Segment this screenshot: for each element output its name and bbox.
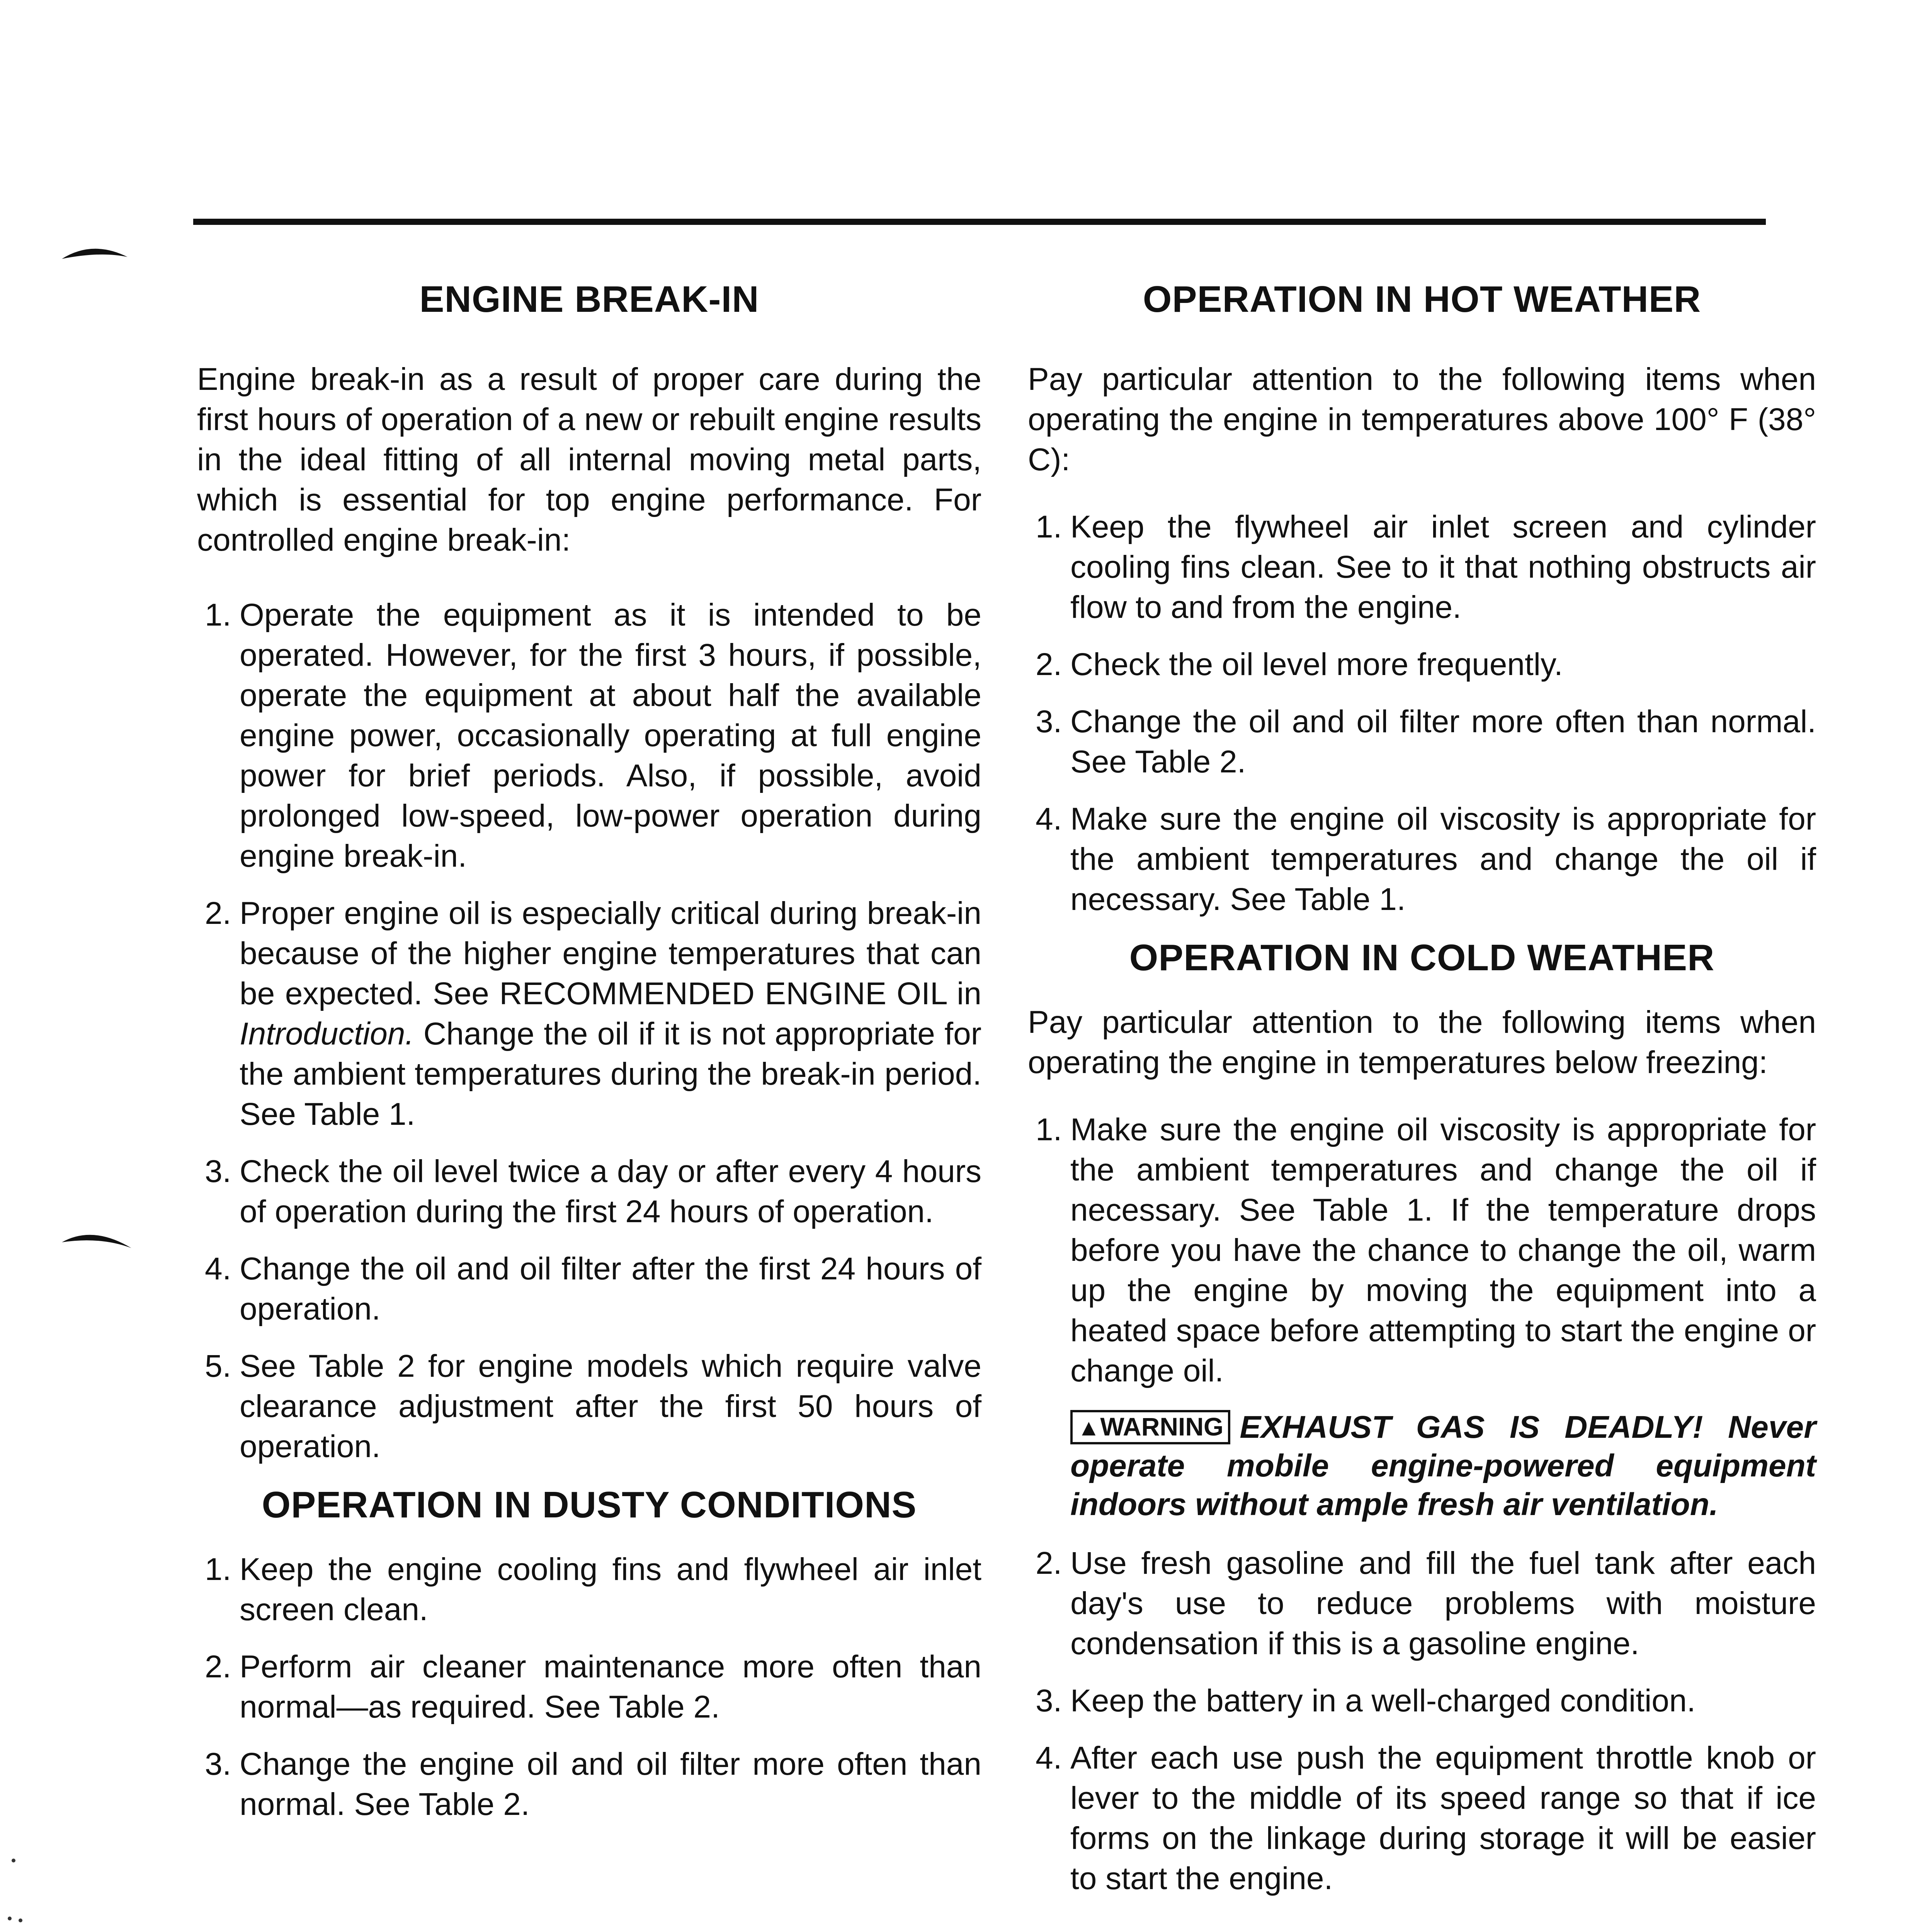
left-column (197, 247, 981, 1842)
item-number: 1. (205, 1552, 231, 1587)
item-number: 3. (1036, 704, 1062, 739)
item-text: Keep the battery in a well-charged condition. (1070, 1683, 1696, 1718)
list-item (197, 1744, 981, 1825)
cold-weather-intro: Pay particular attention to the following items when operating the engine in temperatures below freezing: (1028, 1005, 1816, 1080)
item-number: 2. (1036, 1546, 1062, 1581)
warning-triangle-icon: ▲ (1077, 1415, 1100, 1440)
item-text: Make sure the engine oil viscosity is appropriate for the ambient temperatures and change the oil if necessary. See Table 1. (1070, 801, 1816, 917)
dusty-conditions-list (197, 1549, 981, 1825)
list-item (1028, 1738, 1816, 1899)
list-item (1028, 1543, 1816, 1664)
item-text: Use fresh gasoline and fill the fuel tank after each day's use to reduce problems with moisture condensation if this is a gasoline engine. (1070, 1546, 1816, 1661)
item-text: Change the oil and oil filter more often than normal. See Table 2. (1070, 704, 1816, 779)
top-rule (193, 219, 1766, 225)
hot-weather-heading: OPERATION IN HOT WEATHER (1143, 279, 1701, 320)
warning-badge (1070, 1410, 1230, 1444)
hot-weather-list (1028, 507, 1816, 920)
list-item (1028, 645, 1816, 685)
item-number: 2. (1036, 647, 1062, 682)
right-column (1028, 247, 1816, 1916)
list-item (1028, 799, 1816, 920)
exhaust-warning (1028, 1408, 1816, 1524)
item-text: Perform air cleaner maintenance more often than normal—as required. See Table 2. (240, 1649, 981, 1725)
list-item (1028, 1681, 1816, 1721)
cold-weather-list-continued (1028, 1543, 1816, 1899)
warning-label: WARNING (1100, 1412, 1224, 1441)
item-text: Change the oil and oil filter after the first 24 hours of operation. (240, 1251, 981, 1327)
item-number: 4. (1036, 801, 1062, 837)
item-text: Make sure the engine oil viscosity is appropriate for the ambient temperatures and change the oil if necessary. See Table 1. If the temperature drops before you have the chance to change the oil, warm up the engine by moving the equipment into a heated space before attempting to start the engine or change oil. (1070, 1112, 1816, 1388)
item-text: Keep the flywheel air inlet screen and cylinder cooling fins clean. See to it that nothing obstructs air flow to and from the engine. (1070, 509, 1816, 625)
item-text: Check the oil level more frequently. (1070, 647, 1563, 682)
list-item (197, 595, 981, 876)
item-number: 4. (1036, 1740, 1062, 1776)
cold-weather-list (1028, 1110, 1816, 1391)
item-number: 3. (1036, 1683, 1062, 1718)
item-number: 1. (205, 597, 231, 633)
cold-weather-heading: OPERATION IN COLD WEATHER (1129, 937, 1715, 978)
item-text: Operate the equipment as it is intended to be operated. However, for the first 3 hours, if possible, operate the equipment at about half the available engine power, occasionally operating at full engine power for brief periods. Also, if possible, avoid prolonged low-speed, low-power operation during engine break-in. (240, 597, 981, 874)
item-number: 2. (205, 1649, 231, 1684)
item-text: Proper engine oil is especially critical during break-in because of the higher engine temperatures that can be expected. See RECOMMENDED ENGINE OIL in (240, 896, 981, 1011)
list-item (1028, 1110, 1816, 1391)
item-number: 4. (205, 1251, 231, 1286)
list-item (197, 1346, 981, 1467)
list-item (1028, 507, 1816, 628)
introduction-reference: Introduction. (240, 1016, 414, 1051)
binder-hole-mark-top (58, 236, 135, 267)
item-text: See Table 2 for engine models which require valve clearance adjustment after the first 50 hours of operation. (240, 1349, 981, 1464)
engine-break-in-heading: ENGINE BREAK-IN (419, 279, 759, 320)
list-item (197, 1549, 981, 1630)
engine-break-in-intro: Engine break-in as a result of proper care during the first hours of operation of a new or rebuilt engine results in the ideal fitting of all internal moving metal parts, which is essential for top engine performance. For controlled engine break-in: (197, 362, 981, 558)
item-number: 5. (205, 1349, 231, 1384)
scan-speck (19, 1918, 22, 1922)
dusty-conditions-heading: OPERATION IN DUSTY CONDITIONS (262, 1484, 917, 1526)
item-number: 3. (205, 1747, 231, 1782)
item-number: 3. (205, 1154, 231, 1189)
item-text: Change the oil if it is not appropriate for the ambient temperatures during the break-in period. See Table 1. (240, 1016, 981, 1132)
item-number: 2. (205, 896, 231, 931)
item-number: 1. (1036, 509, 1062, 544)
item-text: Change the engine oil and oil filter more often than normal. See Table 2. (240, 1747, 981, 1822)
scan-speck (12, 1859, 15, 1862)
list-item (1028, 702, 1816, 782)
scan-speck (8, 1917, 12, 1920)
warning-text: EXHAUST GAS IS DEADLY! Never operate mobile engine-powered equipment indoors without ample fresh air ventilation. (1070, 1410, 1816, 1522)
list-item (197, 893, 981, 1134)
list-item (197, 1647, 981, 1727)
list-item (197, 1249, 981, 1329)
item-text: Check the oil level twice a day or after every 4 hours of operation during the first 24 hours of operation. (240, 1154, 981, 1229)
engine-break-in-list (197, 595, 981, 1467)
item-number: 1. (1036, 1112, 1062, 1147)
hot-weather-intro: Pay particular attention to the following items when operating the engine in temperatures above 100° F (38° C): (1028, 362, 1816, 477)
binder-hole-mark-middle (58, 1225, 135, 1256)
item-text: Keep the engine cooling fins and flywheel air inlet screen clean. (240, 1552, 981, 1627)
list-item (197, 1151, 981, 1232)
item-text: After each use push the equipment throttle knob or lever to the middle of its speed range so that if ice forms on the linkage during storage it will be easier to start the engine. (1070, 1740, 1816, 1896)
